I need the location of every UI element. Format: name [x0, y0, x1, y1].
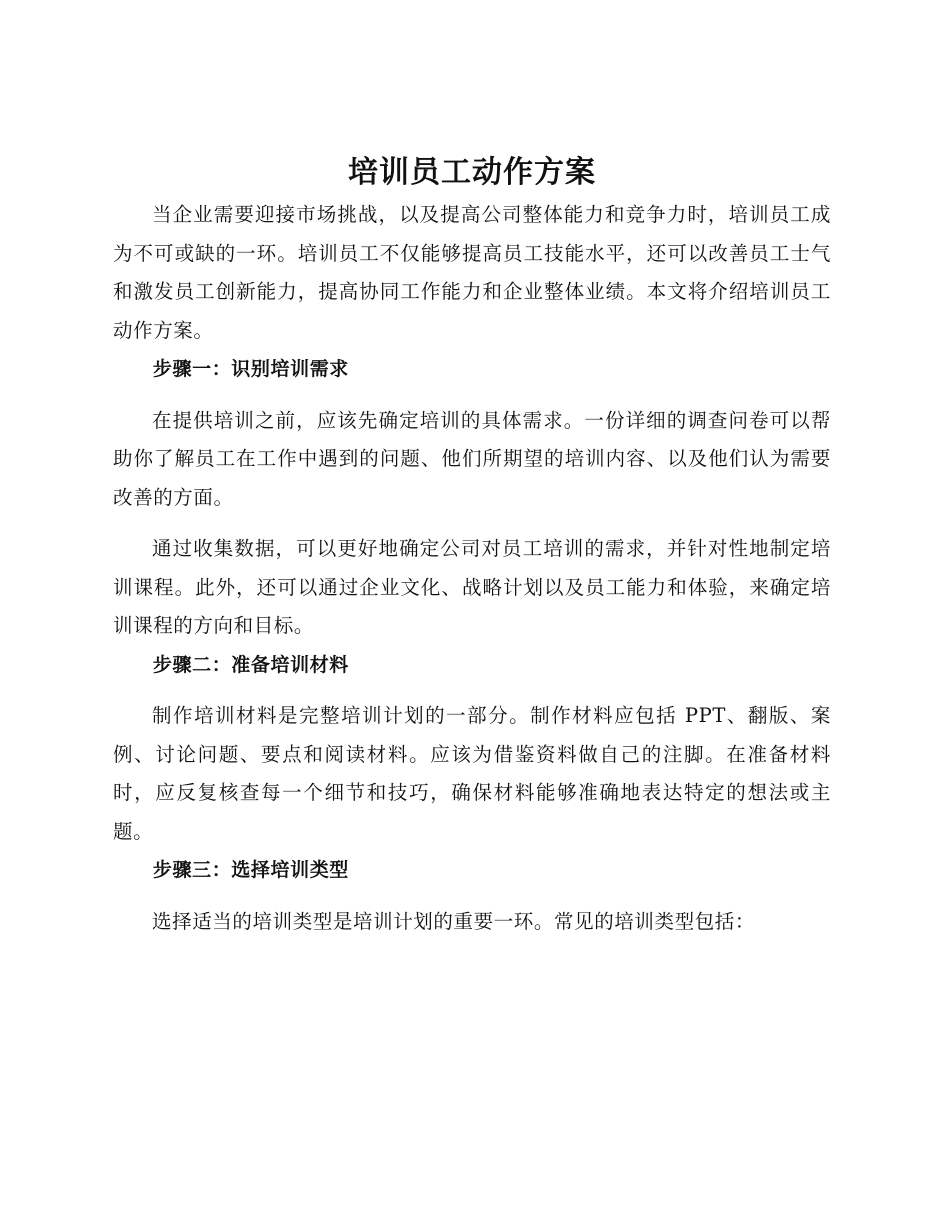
step3-heading: 步骤三：选择培训类型	[152, 859, 349, 881]
intro-paragraph: 当企业需要迎接市场挑战，以及提高公司整体能力和竞争力时，培训员工成为不可或缺的一环。培训员工不仅能够提高员工技能水平，还可以改善员工士气和激发员工创新能力，提高协同工作能力和企业整体业绩。本文将介绍培训员工动作方案。	[113, 203, 831, 342]
step3-paragraph-1: 选择适当的培训类型是培训计划的重要一环。常见的培训类型包括：	[152, 909, 756, 933]
step2-paragraph-1: 制作培训材料是完整培训计划的一部分。制作材料应包括 PPT、翻版、案例、讨论问题、要点和阅读材料。应该为借鉴资料做自己的注脚。在准备材料时，应反复核查每一个细节和技巧，确保材料能够准确地表达特定的想法或主题。	[113, 704, 831, 843]
document-title: 培训员工动作方案	[348, 155, 596, 190]
step2-heading: 步骤二：准备培训材料	[152, 653, 349, 676]
step1-paragraph-2: 通过收集数据，可以更好地确定公司对员工培训的需求，并针对性地制定培训课程。此外，还可以通过企业文化、战略计划以及员工能力和体验，来确定培训课程的方向和目标。	[113, 537, 831, 637]
document-page	[113, 150, 831, 941]
step1-heading: 步骤一：识别培训需求	[152, 358, 349, 380]
step1-paragraph-1: 在提供培训之前，应该先确定培训的具体需求。一份详细的调查问卷可以帮助你了解员工在工作中遇到的问题、他们所期望的培训内容、以及他们认为需要改善的方面。	[113, 408, 831, 509]
